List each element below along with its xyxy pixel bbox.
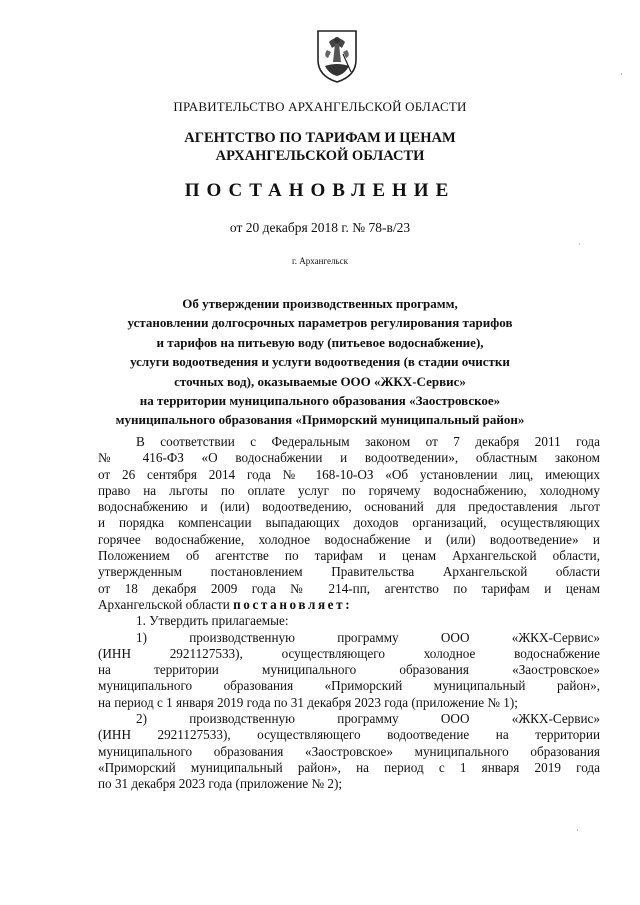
- sub-item-1-line: на территории муниципального образования «Заостровское»: [98, 662, 600, 678]
- title-line: услуги водоотведения и услуги водоотведения (в стадии очистки: [130, 354, 510, 370]
- body-line: горячее водоснабжение, холодное водоснабжение и (или) водоотведение» и: [98, 531, 600, 547]
- sub-item-1-line: муниципального образования «Приморский муниципальный район»,: [98, 678, 600, 694]
- body-line: водоснабжению и (или) водоотведению, оснований для предоставления льгот: [98, 499, 600, 515]
- sub-item-2-line: (ИНН 2921127533), осуществляющего водоотведение на территории: [98, 727, 600, 743]
- title-line: и тарифов на питьевую воду (питьевое водоснабжение),: [156, 334, 484, 350]
- body-line: В соответствии с Федеральным законом от 7 декабря 2011 года: [136, 434, 600, 449]
- body-line: № 416-ФЗ «О водоснабжении и водоотведении», областным законом: [98, 450, 600, 466]
- government-name: ПРАВИТЕЛЬСТВО АРХАНГЕЛЬСКОЙ ОБЛАСТИ: [173, 99, 467, 114]
- agency-name: [0, 129, 640, 165]
- document-title: [0, 294, 640, 430]
- date-number: от 20 декабря 2018 г. № 78-в/23: [229, 220, 411, 235]
- body-line: от 18 декабря 2009 года № 214-пп, агентство по тарифам и ценам: [98, 580, 600, 596]
- city: г. Архангельск: [292, 256, 348, 266]
- body-line: право на льготы по оплате услуг по горячему водоснабжению, холодному: [98, 482, 600, 498]
- title-line: Об утверждении производственных программ,: [182, 296, 458, 311]
- scan-speck: ·: [578, 240, 581, 249]
- body-line: утвержденным постановлением Правительства Архангельской области: [98, 564, 600, 580]
- title-line: на территории муниципального образования «Заостровское»: [139, 393, 501, 409]
- title-line: муниципального образования «Приморский муниципальный район»: [115, 412, 525, 428]
- body-line: Положением об агентстве по тарифам и ценам Архангельской области,: [98, 548, 600, 564]
- agency-line-2: АРХАНГЕЛЬСКОЙ ОБЛАСТИ: [215, 148, 425, 164]
- scan-speck: ·: [576, 826, 579, 835]
- title-line: сточных вод), оказываемые ООО «ЖКХ-Сервис»: [174, 373, 466, 389]
- body-line: и порядка компенсации выпадающих доходов организаций, осуществляющих: [98, 515, 600, 531]
- list-item-1: 1. Утвердить прилагаемые:: [136, 613, 289, 629]
- document-type: ПОСТАНОВЛЕНИЕ: [184, 180, 456, 201]
- sub-item-1-line: на период с 1 января 2019 года по 31 декабря 2023 года (приложение № 1);: [98, 694, 518, 710]
- document-body: [98, 434, 600, 793]
- body-line: [98, 597, 600, 613]
- body-line: от 26 сентября 2014 года № 168-10-ОЗ «Об установлении лиц, имеющих: [98, 466, 600, 482]
- title-line: установлении долгосрочных параметров регулирования тарифов: [127, 315, 513, 331]
- sub-item-1-line: (ИНН 2921127533), осуществляющего холодное водоснабжение: [98, 645, 600, 661]
- coat-of-arms-icon: [315, 28, 359, 84]
- body-text: Архангельской области: [98, 596, 234, 612]
- sub-item-2-line: по 31 декабря 2023 года (приложение № 2);: [98, 776, 343, 792]
- sub-item-2-line: «Приморский муниципальный район», на период с 1 января 2019 года: [98, 759, 600, 775]
- agency-line-1: АГЕНТСТВО ПО ТАРИФАМ И ЦЕНАМ: [184, 130, 456, 146]
- sub-item-2-line: 2) производственную программу ООО «ЖКХ-Сервис»: [136, 711, 600, 727]
- sub-item-1-line: 1) производственную программу ООО «ЖКХ-Сервис»: [136, 629, 600, 645]
- decree-word: постановляет:: [233, 596, 353, 612]
- sub-item-2-line: муниципального образования «Заостровское» муниципального образования: [98, 743, 600, 759]
- scan-speck: ·: [620, 70, 623, 79]
